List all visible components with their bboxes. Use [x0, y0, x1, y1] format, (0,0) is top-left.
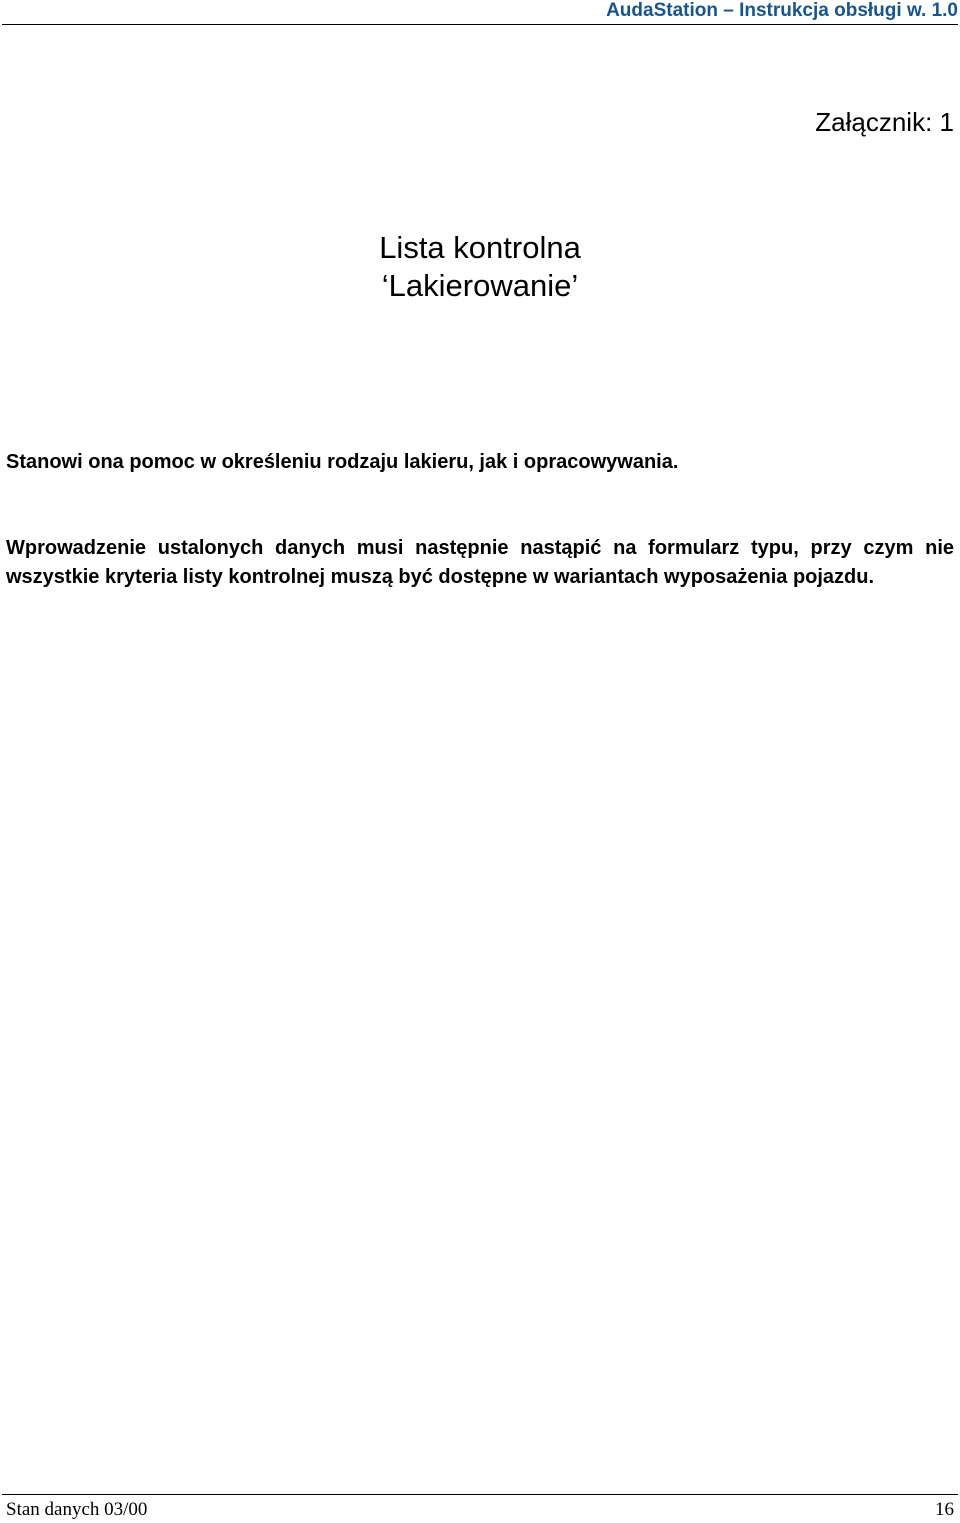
footer-data-state: Stan danych 03/00: [6, 1499, 148, 1520]
body-paragraph: Wprowadzenie ustalonych danych musi następnie nastąpić na formularz typu, przy czym nie wszystkie kryteria listy kontrolnej muszą być dostępne w wariantach wyposażenia pojazdu.: [6, 537, 954, 588]
title-line-2: ‘Lakierowanie’: [381, 268, 579, 303]
page-footer: [2, 1494, 958, 1523]
attachment-label: Załącznik: 1: [815, 107, 954, 137]
page-number: 16: [935, 1499, 954, 1520]
page-header: [2, 0, 958, 25]
intro-paragraph: Stanowi ona pomoc w określeniu rodzaju lakieru, jak i opracowywania.: [6, 451, 679, 473]
document-title: [0, 229, 960, 305]
header-title: AudaStation – Instrukcja obsługi w. 1.0: [606, 0, 958, 21]
title-line-1: Lista kontrolna: [379, 230, 581, 265]
